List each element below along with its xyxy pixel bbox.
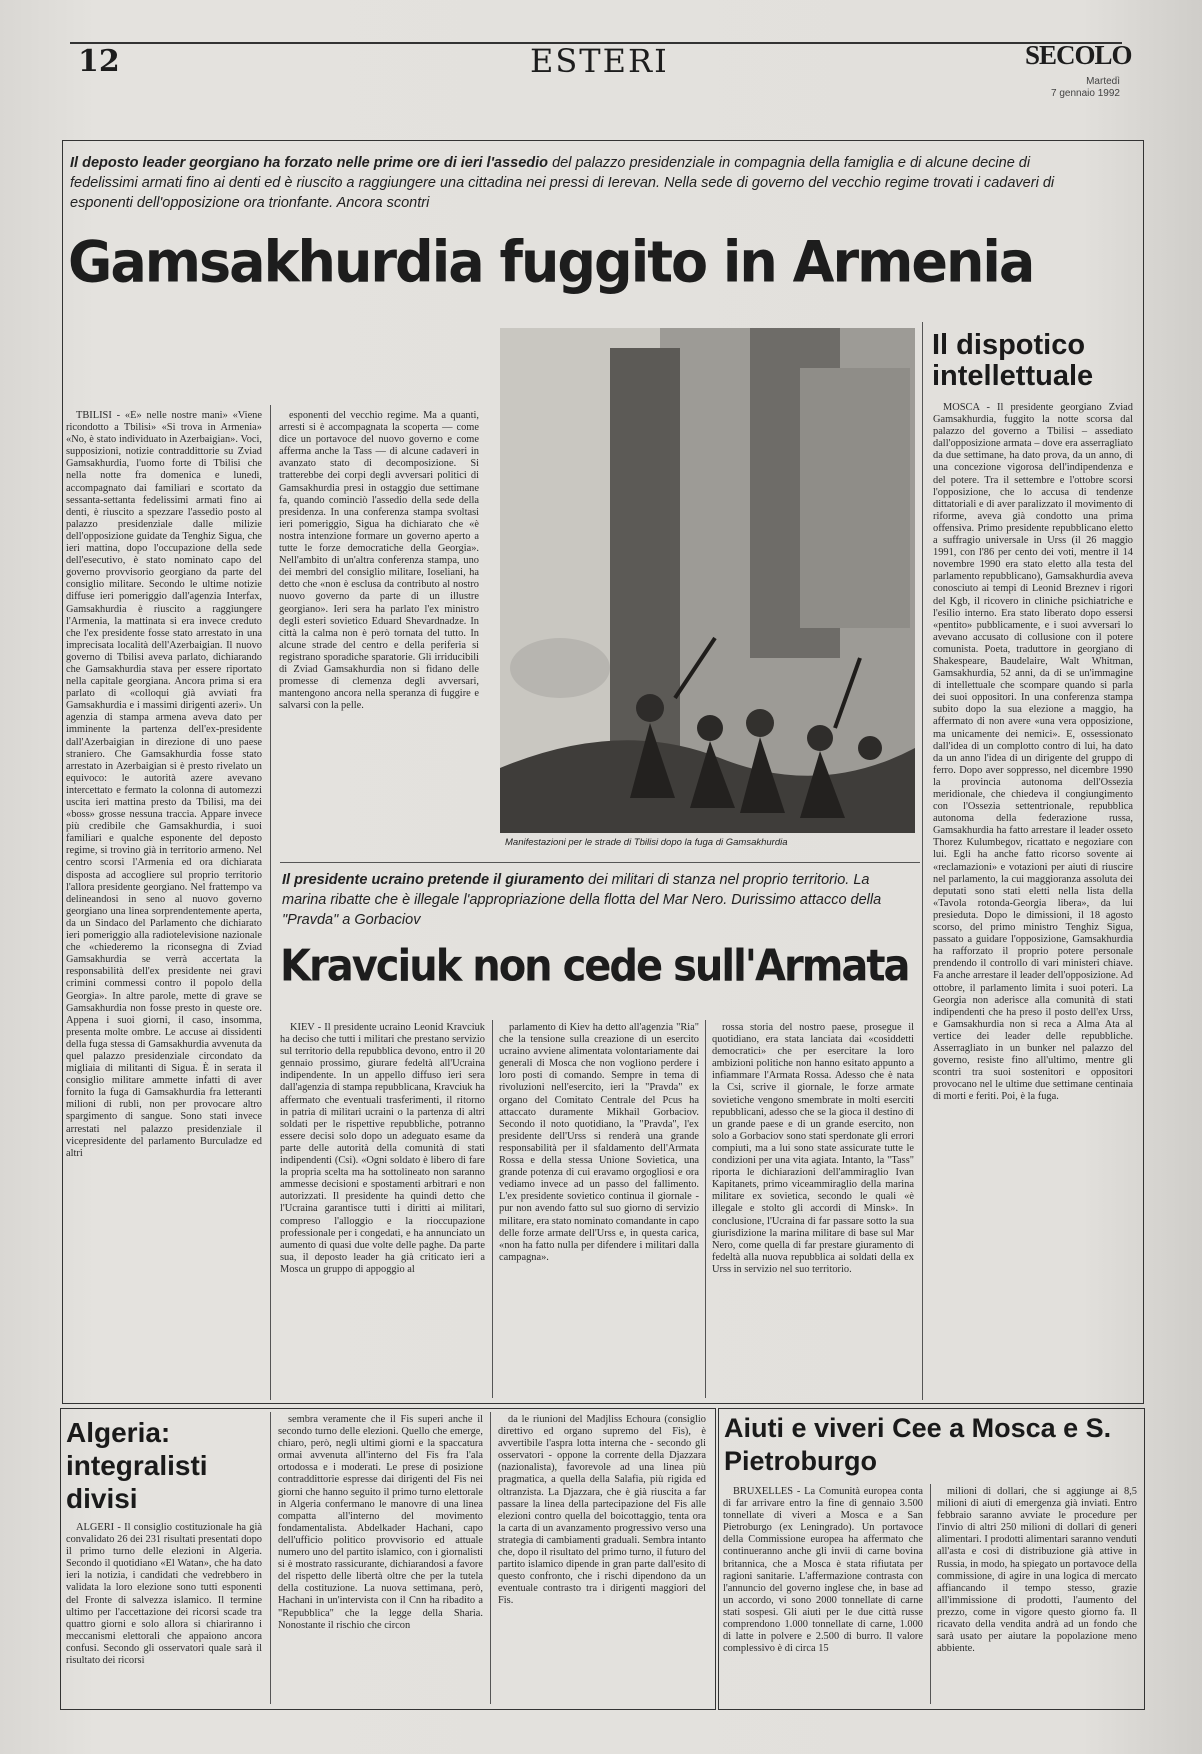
sidebar-column [933,402,1133,1398]
sidebar-divider [922,322,923,1400]
second-kicker [282,870,902,930]
algeria-column-1 [66,1522,262,1702]
aiuti-title: Aiuti e viveri Cee a Mosca e S. Pietroburgo [724,1413,1112,1476]
second-column-2-text: parlamento di Kiev ha detto all'agenzia "Ria" che la tensione sulla creazione di un esercito ucraino avviene alimentata volontariamente dai generali di Mosca che non vogliono perdere i loro posti di comando. Sempre in tema di rivoluzioni nell'esercito, ieri la "Pravda" ex organo del Comitato Centrale del Pcus ha attaccato duramente Mikhail Gorbaciov. Secondo il noto quotidiano, la "Pravda", l'ex presidente dell'Urss si renderà una grande responsabilità per il sfaldamento dell'Armata Rossa e della stessa Unione Sovietica, una grande potenza di cui eravamo orgogliosi e ora vediamo invece ad un passo del fallimento. L'ex presidente sovietico continua il giornale - pur non avendo fatto sul suo giorno di servizio militare, era stato nominato comandante in capo delle forze armate dell'Urss e, in questa carica, «non ha fatto nulla per difendere i militari dalla campagna». [499,1022,699,1263]
second-kicker-text: dei militari di stanza nel proprio territorio. La marina ribatte che è illegale l'appropriazione della flotta del Mar Nero. Durissimo attacco della "Pravda" a Gorbaciov [282,872,882,928]
lead-photo [500,328,915,833]
second-column-1 [280,1022,485,1398]
protest-photo-illustration [500,328,915,833]
lead-column-2 [279,410,479,850]
lead-kicker [70,153,1070,213]
second-column-3-text: rossa storia del nostro paese, prosegue il quotidiano, era stata lanciata dai «cosiddetti democratici» che per esercitare la loro ambizioni politiche non hanno esitato appunto a infiammare l'Armata Rossa. Adesso che è nata la Csi, scrive il giornale, le forze armate sovietiche vengono smembrate in molti eserciti repubblicani, adesso che se la gioca il destino di un grande paese e di un grande esercito, non solo a Gorbaciov sono stati sperdonate gli errori compiuti, ma a lui sono state assicurate tutte le condizioni per una vita agiata. Intanto, la "Tass" riporta le dichiarazioni dell'ammiraglio Ivan Kapitanets, primo viceammiraglio della marina militare ex sovietica, secondo le quali «è illegale e stolto gli accordi di Minsk». In conclusione, l'Ucraina di far passare sotto la sua giurisdizione la marina militare di base sul Mar Nero, come quella di far prestare giuramento di fedeltà alla nuova repubblica ai soldati della ex Urss in servizio nel suo territorio. [712,1022,914,1275]
aiuti-column-2 [937,1486,1137,1702]
column-divider [270,1412,271,1704]
second-kicker-bold: Il presidente ucraino pretende il giuramento [282,872,585,888]
date-weekday: Martedì [1086,76,1120,87]
sidebar-title: Il dispotico intellettuale [932,329,1094,392]
issue-date [1020,76,1120,100]
lead-headline: Gamsakhurdia fuggito in Armenia [68,228,1034,295]
column-divider [270,405,271,1400]
column-divider [930,1484,931,1704]
page-number: 12 [78,44,120,79]
second-headline: Kravciuk non cede sull'Armata [280,940,909,992]
column-divider [705,1020,706,1398]
lead-column-1-text: TBILISI - «È» nelle nostre mani» «Viene ricondotto a Tbilisi» «Si trova in Armenia» «No, è stato individuato in Azerbaigian». Voci, supposizioni, notizie contraddittorie su Zviad Gamsakhurdia, l'uomo forte di Tbilisi che nella notte fra domenica e lunedì, accompagnato dai familiari e scortato da sessanta-settanta fedelissimi armati fino ai denti, è riuscito a spezzare l'assedio posto al palazzo presidenziale dalle milizie dell'opposizione guidate da Tenghiz Sigua, che ieri mattina, dopo l'occupazione della sede dell'esecutivo, è stato nominato capo del governo provvisorio georgiano da parte del consiglio militare. Secondo le ultime notizie diffuse ieri pomeriggio dall'agenzia Interfax, Gamsakhurdia è riuscito a raggiungere l'Armenia, la mattinata si era invece creduto che l'ex presidente fosse stato arrestato in una imprecisata località dell'Azerbaigian. Il nuovo governo di Tbilisi aveva parlato, dichiarando che Gamsakhurdia stava per essere riportato nella capitale georgiana. Ancora prima si era parlato di «colloqui già avviati fra Gamsakhurdia e i massimi dirigenti azeri». Un agenzia di stampa armena aveva dato per imminente la partenza dell'ex-presidente dall'Azerbaigian in direzione di uno paese straniero. Che Gamsakhurdia fosse stato arrestato in Azerbaigian si è presto rivelato un equivoco: le autorità azere avevano intercettato e fermato la colonna di automezzi uscita ieri mattina presto da Tbilisi, ma dei «boss» grosse nessuna traccia. Appare invece più credibile che Gamsakhurdia, i suoi familiari e qualche esponente del deposto regime, si trovino già in territorio armeno. Nel centro scorsi l'Armenia ed ora dichiarata disposta ad accogliere sul proprio territorio l'allora presidente georgiano. Nel frattempo va delineandosi in seno al nuovo governo georgiano una linea sorprendentemente aperta, da un Sindaco del Parlamento che dichiarato ieri pomeriggio alla radiotelevisione nazionale che «chiederemo la riconsegna di Zviad Gamsakhurdia se verrà accertata la responsabilità dell'ex presidente nei gravi crimini commessi contro il popolo della Georgia». In altre parole, mette di grave se Gamsakhurdia non fosse presto in queste ore. Appena i suoi giorni, il caso, insomma, presenta molte ombre. Le accuse ai dissidenti della fuga stessa di Gamsakhurdia avvenuta da quel palazzo presidenziale circondato da migliaia di militanti di Sigua. È in serata il consiglio militare ammette infatti di aver fornito la fuga di Gamsakhurdia fra letteranti milioni di rubli, non per provocare altro spargimento di sangue. Sono stati invece arrestati nel palazzo presidenziale il vicepresidente del parlamento Burculadze ed altri [66,410,262,1159]
sidebar-text: MOSCA - Il presidente georgiano Zviad Gamsakhurdia, fuggito la notte scorsa dal palazzo del governo a Tbilisi – assediato dall'opposizione armata – dove era asserragliato da due settimane, ha dato prova, da un anno, di una concezione vigorosa dell'indipendenza e del potere. Tra il settembre e l'ottobre scorsi l'opposizione, che lo accusa di tendenze dittatoriali e di aver paralizzato il movimento di riforme, aveva già condotto una prima offensiva. Primo presidente repubblicano eletto a suffragio universale in Urss (il 26 maggio 1991, con l'86 per cento dei voti, mentre il 14 novembre 1990 era stato eletto alla testa del parlamento repubblicano), Gamsakhurdia aveva conosciuto ai tempi di Leonid Breznev i rigori del Kgb, il ricovero in cliniche psichiatriche e l'esilio interno. Era stato liberato dopo essersi «pentito» pubblicamente, e i suoi avversari lo avevano accusato di collusione con il potere comunista. Poeta, traduttore in georgiano di Shakespeare, Baudelaire, Walt Whitman, Gamsakhurdia, 52 anni, da di se un'immagine di intellettuale che scompare quando si parla dei suoi oppositori. In una conferenza stampa subito dopo la sua elezione a maggio, ha affermato di non avere «una vera opposizione, ma unicamente dei nemici». E, ossessionato dall'idea di un complotto contro di lui, ha dato da un anno l'idea di un dirigente del gruppo di ferro. Dopo aver soppresso, nel dicembre 1990 la provincia autonoma dell'Ossezia meridionale, che chiedeva il congiungimento con l'Ossezia settentrionale, repubblica autonoma della federazione russa, Gamsakhurdia ha fatto arrestare il leader osseto Thorez Kulumbegov, ricattato e negoziare con lui. Egli ha anche fatto ricorso sovente ai «reclamazioni» e votazioni per aiuti di riuscire nel parlamento, la cui maggioranza assoluta dei deputati sono stati eletti nella lista della «Tavola rotonda-Georgia libera», da lui presieduta. Dopo le dimissioni, il 18 agosto scorso, del primo ministro Tenghiz Sigua, passato a guidare l'opposizione, Gamsakhurdia ha rafforzato il proprio potere personale prendendo il controllo di vari ministeri chiave. Fa anche arrestare il leader dell'opposizione. Ad ottobre, il parlamento limita i suoi poteri. La Georgia non aderisce alla comunità di stati indipendenti che ha preso il posto dell'ex Urss, e Gamsakhurdia non si reca a Alma Ata al vertice dei leader delle repubbliche. Asserragliato in un bunker nel palazzo del governo, resiste fino all'ultimo, mentre gli scontri tra suoi sostenitori e oppositori provocano nel le ultime due settimane centinaia di morti e feriti. Poi, è la fuga. [933,402,1133,1103]
second-column-2 [499,1022,699,1398]
algeria-column-1-text: ALGERI - Il consiglio costituzionale ha già convalidato 26 dei 231 risultati presentati dopo il primo turno delle elezioni in Algeria. Secondo il quotidiano «El Watan», che ha dato ieri la notizia, i candidati che vedrebbero in validata la loro elezione sono tutti esponenti del Fronte di salvezza islamico. Il termine ultimo per l'accettazione dei ricorsi scade tra quattro giorni e solo allora si chiariranno i meccanismi elettorali che appaiono ancora confusi. Secondo gli osservatori quale sarà il risultato dei ricorsi [66,1522,262,1667]
aiuti-column-1-text: BRUXELLES - La Comunità europea conta di far arrivare entro la fine di gennaio 3.500 tonnellate di viveri a Mosca e a San Pietroburgo (ex Leningrado). Un portavoce della Commissione europea ha affermato che continueranno anche gli invii di carne bovina britannica, che a Mosca è stata rifiutata per ragioni sanitarie. L'affermazione contrasta con l'annuncio del governo inglese che, in base ad un accordo, vi sono 2000 tonnellate di carne stati sospesi. Gli aiuti per le due città russe comprendono 1.000 tonnellate di carne, 1.000 di latte in polvere e 2.500 di burro. Il valore complessivo è di circa 15 [723,1486,923,1655]
algeria-column-3-text: da le riunioni del Madjliss Echoura (consiglio direttivo ed organo supremo del Fis), è avvertibile l'aspra lotta interna che - secondo gli osservatori - oppone la corrente della Djazzara (nazionalista), favorevole ad una linea più pragmatica, a quella della Salafia, più rigida ed oltranzista. La Djazzara, che è già riuscita a far passare la linea della partecipazione del Fis alle elezioni contro quella del boicottaggio, tenta ora la carta di un avanzamento progressivo verso una strategia di cambiamenti graduali. Sembra intanto che, dopo il risultato del primo turno, il futuro del partito islamico dipende in gran parte dall'esito di questo confronto, che i rischi dipendono da un eventuale contrasto tra i dirigenti maggiori del Fis. [498,1414,706,1607]
date-full: 7 gennaio 1992 [1051,88,1120,99]
algeria-column-2-text: sembra veramente che il Fis superi anche il secondo turno delle elezioni. Quello che emerge, chiaro, però, negli ultimi giorni e la spaccatura ormai avvenuta all'interno del Fis fra l'ala ortodossa e i moderati. Le prese di posizione contraddittorie espresse dai dirigenti del Fis nei giorni che hanno seguito il primo turno elettorale in Algeria confermano le manovre di una linea compatta all'interno del movimento fondamentalista. Abdelkader Hachani, capo dell'ufficio politico provvisorio ed attuale numero uno del partito islamico, con i giornalisti si è mostrato rassicurante, dichiarandosi a favore del rispetto delle libertà oltre che per la tutela della costituzione. La nuova settimana, però, Hachani in un'intervista con il Cnn ha ribadito a "Repubblica" che la legge della Sharia. Nonostante il rischio che circon [278,1414,483,1631]
column-divider [490,1412,491,1704]
algeria-column-2 [278,1414,483,1702]
aiuti-column-1 [723,1486,923,1702]
lead-kicker-text: del palazzo presidenziale in compagnia della famiglia e di alcune decine di fedelissimi armati fino ai denti ed è riuscito a raggiungere una cittadina nei pressi di Ierevan. Nella sede di governo del vecchio regime trovati i cadaveri di esponenti dell'opposizione ora trionfante. Ancora scontri [70,155,1055,211]
second-column-3 [712,1022,914,1398]
masthead-logo: SECOLO [1025,40,1132,70]
algeria-column-3 [498,1414,706,1702]
second-story-rule [280,862,920,863]
column-divider [492,1020,493,1398]
aiuti-column-2-text: milioni di dollari, che si aggiunge ai 8,5 milioni di aiuti di emergenza già inviati. Entro febbraio saranno avviate le procedure per l'invio di altri 250 milioni di dollari di generi alimentari. I prodotti alimentari saranno venduti all'asta e così di distribuzione già attive in Russia, in modo, ha spiegato un portavoce della commissione, di agire in una logica di mercato affiancando il tempo stesso, grazie all'immissione di prodotti, l'aumento del prezzo, come in vigore questo giorno fa. Il ricavato della vendita andrà ad un fondo che sarà usato per aiutare la popolazione meno abbiente. [937,1486,1137,1655]
lead-column-2-text: esponenti del vecchio regime. Ma a quanti, arresti si è accompagnata la scoperta — come dice un portavoce del nuovo governo e come afferma anche la Tass — di alcune cadaveri in avanzato stato di decomposizione. Si tratterebbe dei corpi degli avversari politici di Gamsakhurdia presi in ostaggio due settimane fa, quando cominciò l'assedio della sede della presidenza. In una conferenza stampa svoltasi ieri pomeriggio, Sigua ha dichiarato che «è nostra intenzione formare un governo aperto a tutte le forze democratiche della Georgia». Nell'ambito di un'altra conferenza stampa, uno dei membri del consiglio militare, Ioseliani, ha detto che «non è esclusa da contributo al nostro nuovo governo da parte di un illustre georgiano». Ieri sera ha parlato l'ex ministro degli esteri sovietico Eduard Shevardnadze. In città la calma non è però tornata del tutto. In alcune strade del centro e della periferia si registrano sporadiche sparatorie. Gli irriducibili di Zviad Gamsakhurdia non si fidano delle promesse di clemenza degli avversari, mantengono ancora nella speranza di fuggire e salvarsi con la pelle. [279,410,479,712]
algeria-title: Algeria: integralisti divisi [66,1417,208,1514]
lead-kicker-bold: Il deposto leader georgiano ha forzato nelle prime ore di ieri l'assedio [70,155,549,171]
lead-column-1 [66,410,262,1400]
photo-caption: Manifestazioni per le strade di Tbilisi dopo la fuga di Gamsakhurdia [505,837,788,848]
second-column-1-text: KIEV - Il presidente ucraino Leonid Kravciuk ha deciso che tutti i militari che prestano servizio sul territorio della repubblica devono, entro il 20 gennaio prossimo, giurare fedeltà all'Ucraina indipendente. In un appello diffuso ieri sera dall'agenzia di stampa repubblicana, Kravciuk ha affermato che eventuali trasferimenti, il ritorno in patria di militari ucraini o la partenza di altri soldati per le rispettive repubbliche, potranno essere decisi solo dopo un adeguato esame da parte delle autorità della comunità di stati indipendenti (Csi). «Ogni soldato è libero di fare la propria scelta ma ha sottolineato non saranno ammesse decisioni e spostamenti arbitrari e non autorizzati. Il presidente ha quindi detto che l'Ucraina garantisce tutti i diritti ai militari, compreso l'alloggio e la rioccupazione professionale per i congedati, e ha annunciato un aumento di quasi due volte delle paghe. Da parte sua, il deposto leader ha già criticato ieri a Mosca un gruppo di appoggio al [280,1022,485,1275]
section-title: ESTERI [530,42,669,80]
